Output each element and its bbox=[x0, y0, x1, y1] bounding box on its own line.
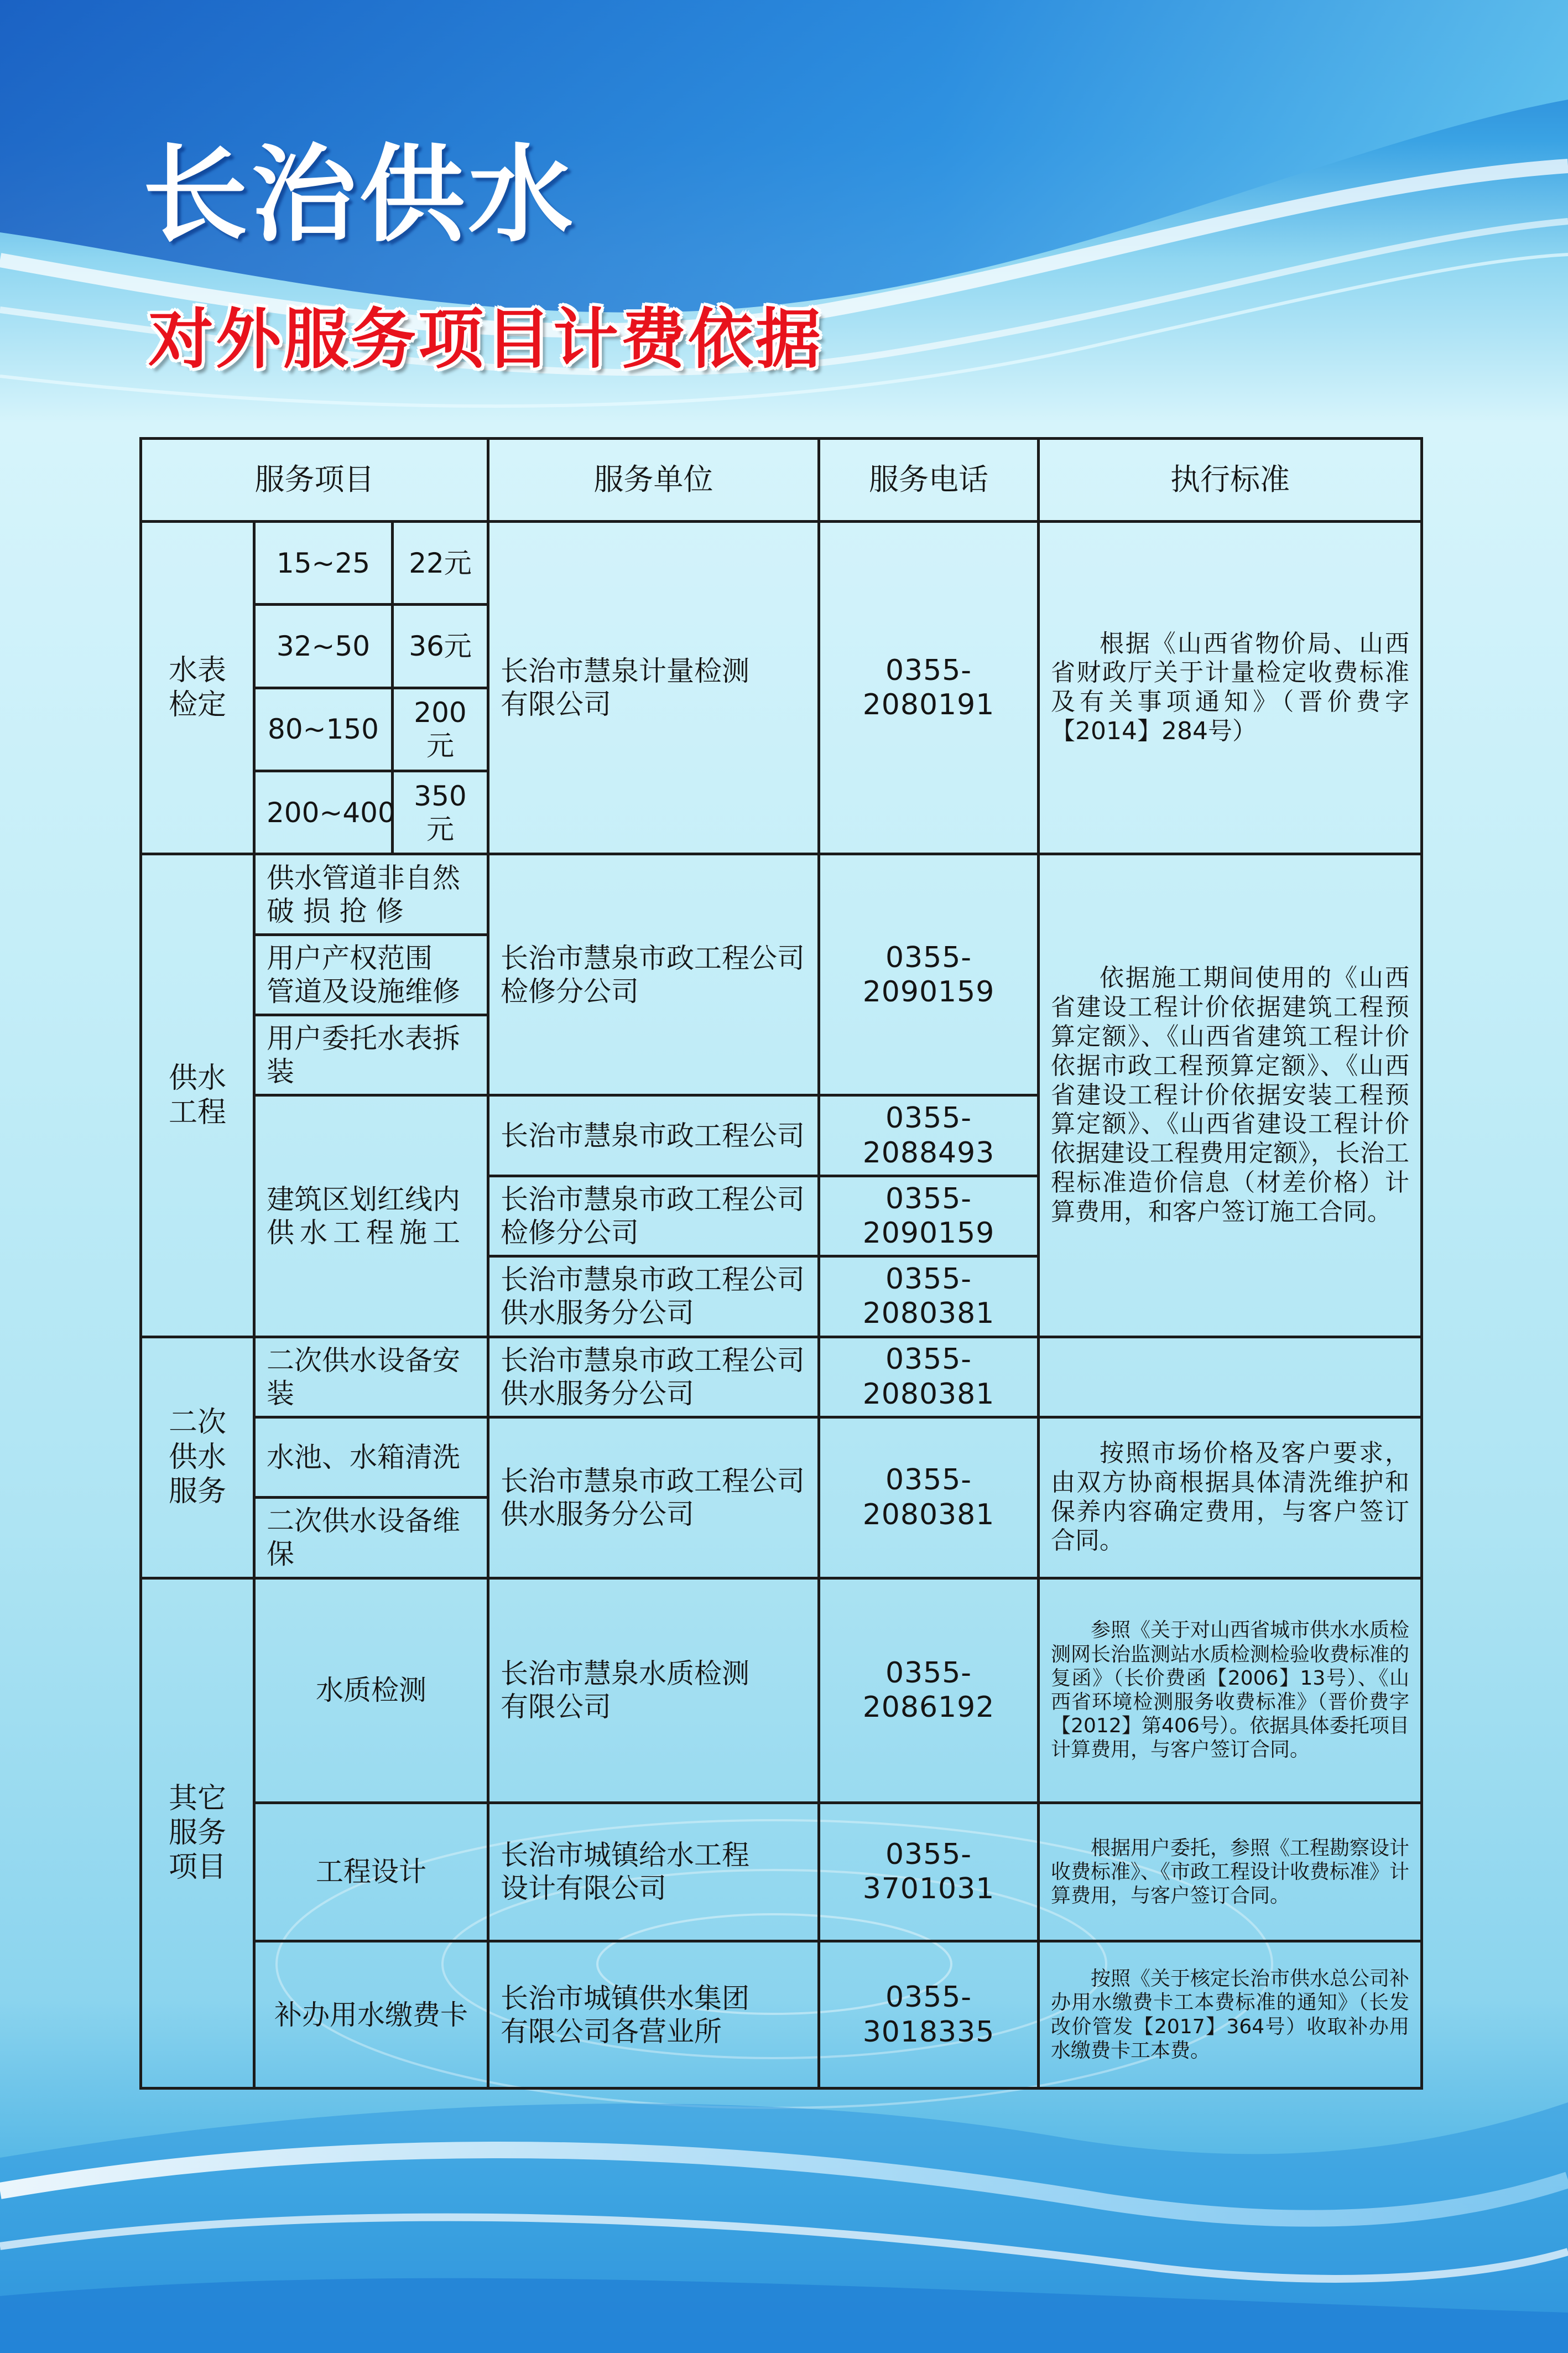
category-other: 其它 服务 项目 bbox=[141, 1578, 254, 2088]
header-service-unit: 服务单位 bbox=[488, 439, 819, 522]
secondary-item-maintenance: 二次供水设备维保 bbox=[254, 1498, 488, 1578]
supply-sub-phone: 0355-2088493 bbox=[819, 1095, 1039, 1176]
table-row bbox=[141, 1578, 1422, 1803]
supply-item-pipe-maintenance: 用户产权范围 管道及设施维修 bbox=[254, 934, 488, 1015]
other-design-standard: 根据用户委托，参照《工程勘察设计收费标准》、《市政工程设计收费标准》计算费用，与客户签订合同。 bbox=[1039, 1803, 1422, 1941]
supply-standard: 依据施工期间使用的《山西省建设工程计价依据建筑工程预算定额》、《山西省建筑工程计价依据市政工程预算定额》、《山西省建设工程计价依据安装工程预算定额》、《山西省建设工程计价依据建设工程费用定额》，长治工程标准造价信息（材差价格）计算费用，和客户签订施工合同。 bbox=[1039, 854, 1422, 1337]
other-card-unit: 长治市城镇供水集团 有限公司各营业所 bbox=[488, 1941, 819, 2089]
table-row bbox=[141, 1941, 1422, 2089]
other-item-design: 工程设计 bbox=[254, 1803, 488, 1941]
table-header-row bbox=[141, 439, 1422, 522]
supply-group-unit: 长治市慧泉市政工程公司 检修分公司 bbox=[488, 854, 819, 1095]
meter-price: 350元 bbox=[393, 771, 488, 854]
meter-price: 36元 bbox=[393, 605, 488, 688]
other-design-phone: 0355-3701031 bbox=[819, 1803, 1039, 1941]
category-meter: 水表 检定 bbox=[141, 522, 254, 854]
meter-spec: 200~400 bbox=[254, 771, 393, 854]
table-row bbox=[141, 1417, 1422, 1497]
meter-price: 200元 bbox=[393, 688, 488, 771]
header-standard: 执行标准 bbox=[1039, 439, 1422, 522]
table-row bbox=[141, 522, 1422, 605]
other-card-phone: 0355-3018335 bbox=[819, 1941, 1039, 2089]
meter-spec: 32~50 bbox=[254, 605, 393, 688]
category-secondary: 二次 供水 服务 bbox=[141, 1337, 254, 1578]
supply-sub-unit: 长治市慧泉市政工程公司 检修分公司 bbox=[488, 1176, 819, 1256]
secondary-install-phone: 0355-2080381 bbox=[819, 1337, 1039, 1417]
supply-group-phone: 0355-2090159 bbox=[819, 854, 1039, 1095]
secondary-item-cleaning: 水池、水箱清洗 bbox=[254, 1417, 488, 1497]
other-water-quality-phone: 0355-2086192 bbox=[819, 1578, 1039, 1803]
other-water-quality-unit: 长治市慧泉水质检测 有限公司 bbox=[488, 1578, 819, 1803]
fee-table bbox=[139, 437, 1423, 2090]
supply-sub-phone: 0355-2080381 bbox=[819, 1256, 1039, 1337]
meter-unit: 长治市慧泉计量检测 有限公司 bbox=[488, 522, 819, 854]
supply-sub-phone: 0355-2090159 bbox=[819, 1176, 1039, 1256]
category-supply: 供水 工程 bbox=[141, 854, 254, 1337]
secondary-maint-phone: 0355-2080381 bbox=[819, 1417, 1039, 1578]
other-card-standard: 按照《关于核定长治市供水总公司补办用水缴费卡工本费标准的通知》（长发改价管发【2017】364号）收取补办用水缴费卡工本费。 bbox=[1039, 1941, 1422, 2089]
other-water-quality-standard: 参照《关于对山西省城市供水水质检测网长治监测站水质检测检验收费标准的复函》（长价费函【2006】13号）、《山西省环境检测服务收费标准》（晋价费字【2012】第406号）。依据具体委托项目计算费用，与客户签订合同。 bbox=[1039, 1578, 1422, 1803]
meter-spec: 80~150 bbox=[254, 688, 393, 771]
secondary-install-standard-empty bbox=[1039, 1337, 1422, 1417]
table-row bbox=[141, 854, 1422, 934]
supply-item-construction: 建筑区划红线内 供水工程施工 bbox=[254, 1095, 488, 1337]
header-service-item: 服务项目 bbox=[141, 439, 488, 522]
other-item-water-quality: 水质检测 bbox=[254, 1578, 488, 1803]
secondary-maint-standard: 按照市场价格及客户要求，由双方协商根据具体清洗维护和保养内容确定费用，与客户签订合同。 bbox=[1039, 1417, 1422, 1578]
supply-sub-unit: 长治市慧泉市政工程公司 bbox=[488, 1095, 819, 1176]
table-row bbox=[141, 1803, 1422, 1941]
supply-item-emergency-repair: 供水管道非自然 破 损 抢 修 bbox=[254, 854, 488, 934]
table-row bbox=[141, 1337, 1422, 1417]
meter-price: 22元 bbox=[393, 522, 488, 605]
header-service-phone: 服务电话 bbox=[819, 439, 1039, 522]
secondary-install-unit: 长治市慧泉市政工程公司 供水服务分公司 bbox=[488, 1337, 819, 1417]
page-subtitle: 对外服务项目计费依据 bbox=[148, 301, 824, 377]
supply-sub-unit: 长治市慧泉市政工程公司 供水服务分公司 bbox=[488, 1256, 819, 1337]
meter-standard: 根据《山西省物价局、山西省财政厅关于计量检定收费标准及有关事项通知》（晋价费字【2014】284号） bbox=[1039, 522, 1422, 854]
meter-spec: 15~25 bbox=[254, 522, 393, 605]
meter-phone: 0355-2080191 bbox=[819, 522, 1039, 854]
other-design-unit: 长治市城镇给水工程 设计有限公司 bbox=[488, 1803, 819, 1941]
secondary-maint-unit: 长治市慧泉市政工程公司 供水服务分公司 bbox=[488, 1417, 819, 1578]
other-item-card-reissue: 补办用水缴费卡 bbox=[254, 1941, 488, 2089]
supply-item-meter-install: 用户委托水表拆装 bbox=[254, 1015, 488, 1095]
secondary-item-install: 二次供水设备安装 bbox=[254, 1337, 488, 1417]
page-title: 长治供水 bbox=[143, 134, 577, 256]
